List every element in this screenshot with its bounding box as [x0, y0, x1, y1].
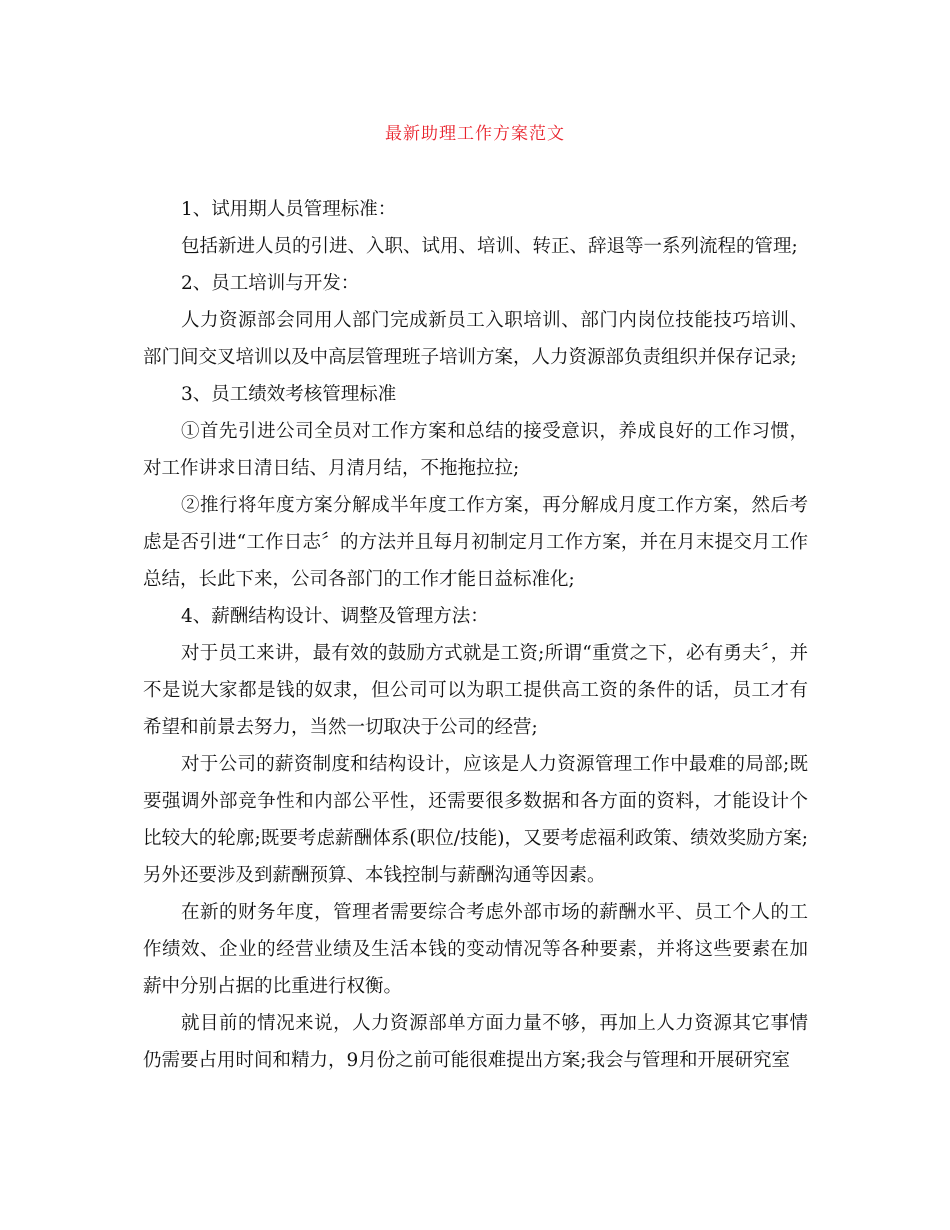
- paragraph-7: ②推行将年度方案分解成半年度工作方案，再分解成月度工作方案，然后考虑是否引进“工作日志〞的方法并且每月初制定月工作方案，并在月末提交月工作总结，长此下来，公司各部门的工作才能日益标准化;: [143, 495, 808, 590]
- paragraph-8: 4、薪酬结构设计、调整及管理方法：: [181, 606, 489, 627]
- paragraph-3: 2、员工培训与开发：: [181, 273, 360, 294]
- paragraph-11: 在新的财务年度，管理者需要综合考虑外部市场的薪酬水平、员工个人的工作绩效、企业的经营业绩及生活本钱的变动情况等各种要素，并将这些要素在加薪中分别占据的比重进行权衡。: [143, 902, 808, 997]
- paragraph-9: 对于员工来讲，最有效的鼓励方式就是工资;所谓“重赏之下，必有勇夫〞，并不是说大家都是钱的奴隶，但公司可以为职工提供高工资的条件的话，员工才有希望和前景去努力，当然一切取决于公司的经营;: [143, 643, 808, 738]
- paragraph-12: 就目前的情况来说，人力资源部单方面力量不够，再加上人力资源其它事情仍需要占用时间和精力，9月份之前可能很难提出方案;我会与管理和开展研究室: [143, 1013, 808, 1071]
- paragraph-2: 包括新进人员的引进、入职、试用、培训、转正、辞退等一系列流程的管理;: [181, 236, 798, 257]
- paragraph-5: 3、员工绩效考核管理标准: [181, 384, 397, 405]
- paragraph-10: 对于公司的薪资制度和结构设计，应该是人力资源管理工作中最难的局部;既要强调外部竞争性和内部公平性，还需要很多数据和各方面的资料，才能设计个比较大的轮廓;既要考虑薪酬体系(职位/技能)，又要考虑福利政策、绩效奖励方案;另外还要涉及到薪酬预算、本钱控制与薪酬沟通等因素。: [143, 754, 808, 886]
- document-title: 最新助理工作方案范文: [385, 124, 565, 144]
- document-body: [143, 191, 808, 1079]
- paragraph-4: 人力资源部会同用人部门完成新员工入职培训、部门内岗位技能技巧培训、部门间交叉培训以及中高层管理班子培训方案，人力资源部负责组织并保存记录;: [143, 310, 808, 368]
- paragraph-6: ①首先引进公司全员对工作方案和总结的接受意识，养成良好的工作习惯，对工作讲求日清日结、月清月结，不拖拖拉拉;: [143, 421, 808, 479]
- paragraph-1: 1、试用期人员管理标准：: [181, 199, 397, 220]
